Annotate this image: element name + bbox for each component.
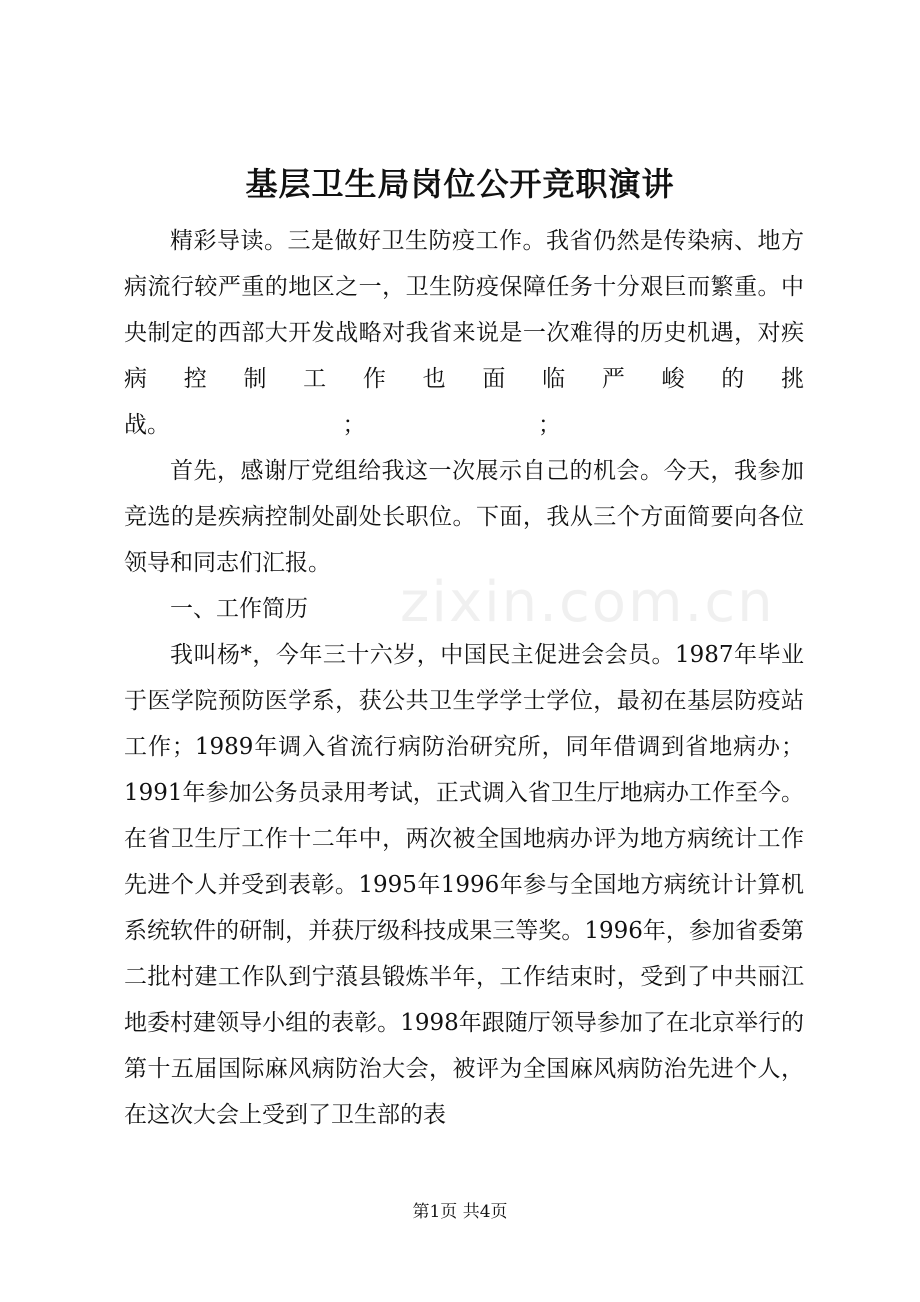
document-title: 基层卫生局岗位公开竞职演讲 — [245, 165, 675, 203]
paragraph-resume: 我叫杨*，今年三十六岁，中国民主促进会会员。1987年毕业于医学院预防医学系，获公共卫生学学士学位，最初在基层防疫站工作；1989年调入省流行病防治研究所，同年借调到省地病办；1991年参加公务员录用考试，正式调入省卫生厅地病办工作至今。在省卫生厅工作十二年中，两次被全国地病办评为地方病统计工作先进个人并受到表彰。1995年1996年参与全国地方病统计计算机系统软件的研制，并获厅级科技成果三等奖。1996年，参加省委第二批村建工作队到宁蒗县锻炼半年，工作结束时，受到了中共丽江地委村建领导小组的表彰。1998年跟随厅领导参加了在北京举行的第十五届国际麻风病防治大会，被评为全国麻风病防治先进个人，在这次大会上受到了卫生部的表 — [124, 642, 804, 1128]
watermark: zixin.com.cn — [400, 570, 775, 635]
paragraph-intro: 精彩导读。三是做好卫生防疫工作。我省仍然是传染病、地方病流行较严重的地区之一，卫生防疫保障任务十分艰巨而繁重。中央制定的西部大开发战略对我省来说是一次难得的历史机遇，对疾病控制工作也面临严峻的挑战。 ； ； — [124, 228, 804, 438]
paragraph-thanks: 首先，感谢厅党组给我这一次展示自己的机会。今天，我参加竞选的是疾病控制处副处长职位。下面，我从三个方面简要向各位领导和同志们汇报。 — [124, 458, 804, 576]
page-footer: 第1页 共4页 — [412, 1202, 508, 1222]
document-body — [124, 218, 804, 1138]
section-heading: 一、工作简历 — [170, 596, 308, 622]
